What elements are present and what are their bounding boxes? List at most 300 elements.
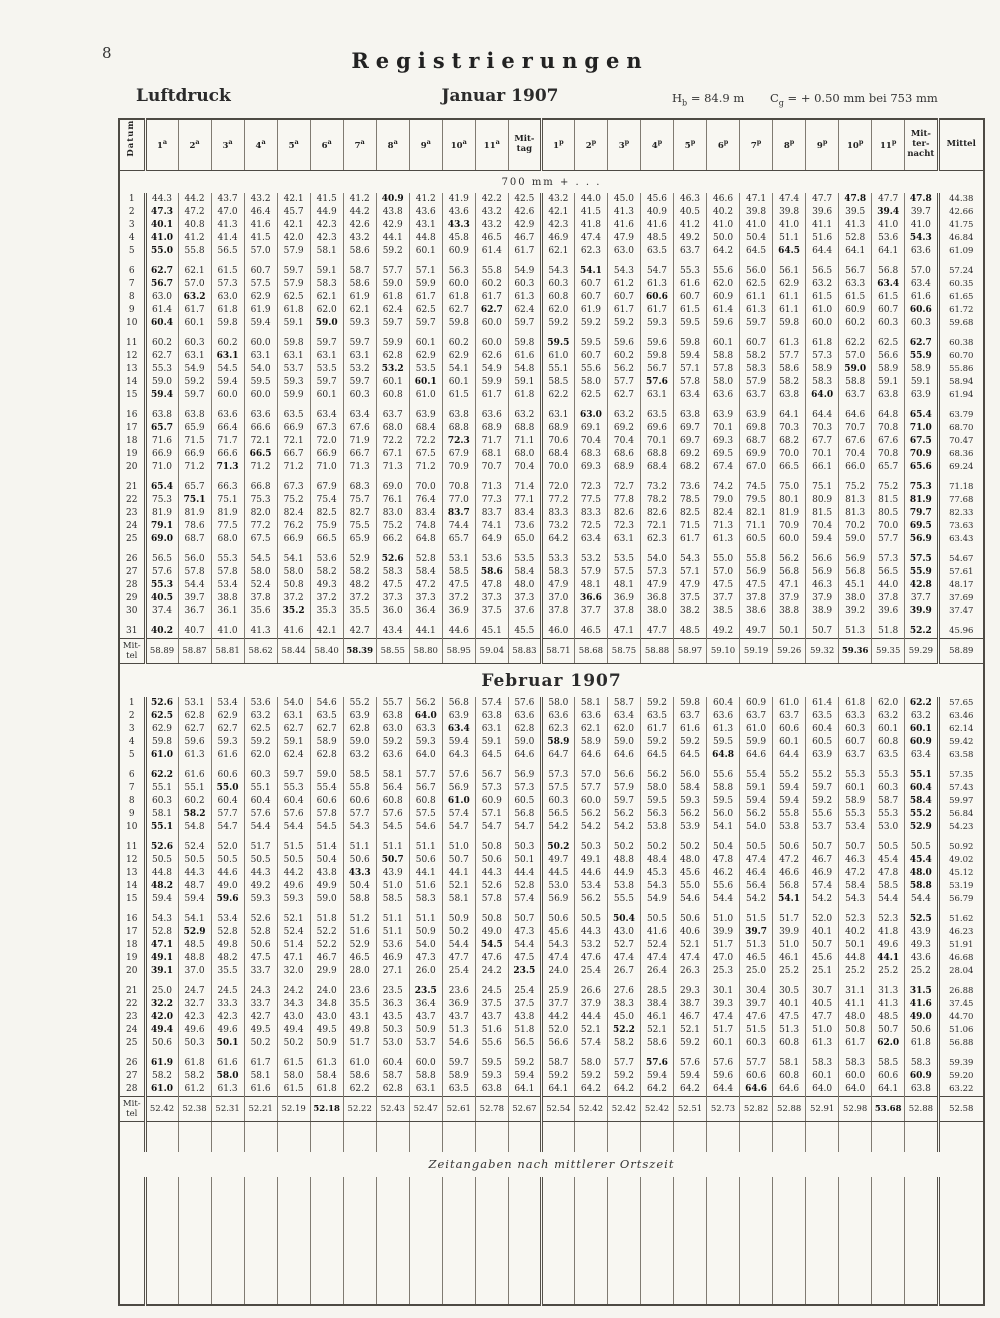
day-mittel-cell: 63.58: [938, 749, 984, 769]
pressure-value: 51.3: [740, 939, 773, 952]
pressure-value: 71.7: [475, 435, 508, 448]
pressure-value: 51.6: [409, 880, 442, 893]
pressure-value: 53.4: [211, 697, 244, 710]
pressure-value: 53.2: [574, 939, 607, 952]
pressure-value: 60.7: [574, 291, 607, 304]
pressure-value: 57.1: [409, 265, 442, 278]
pressure-value: 56.2: [674, 808, 707, 821]
pressure-value: 60.6: [740, 1070, 773, 1083]
pressure-value: 63.1: [178, 350, 211, 363]
pressure-value: 56.7: [145, 278, 178, 291]
pressure-value: 53.4: [839, 821, 872, 841]
pressure-value: 32.2: [145, 998, 178, 1011]
day-mittel-cell: 58.94: [938, 376, 984, 389]
pressure-value: 53.5: [607, 553, 640, 566]
pressure-value: 57.0: [574, 769, 607, 782]
pressure-value: 64.6: [839, 409, 872, 422]
pressure-value: 60.2: [178, 795, 211, 808]
pressure-value: 62.2: [343, 1083, 376, 1097]
pressure-value: 58.1: [376, 769, 409, 782]
pressure-value: 64.5: [674, 749, 707, 769]
pressure-value: 64.6: [740, 749, 773, 769]
pressure-value: 58.80: [409, 639, 442, 664]
pressure-value: 42.7: [244, 1011, 277, 1024]
day-cell: 1: [119, 697, 145, 710]
pressure-value: 39.9: [773, 926, 806, 939]
pressure-value: 47.2: [773, 854, 806, 867]
pressure-value: 60.8: [773, 1070, 806, 1083]
table-row: [119, 893, 984, 913]
pressure-value: 54.4: [872, 893, 905, 913]
pressure-value: 68.0: [211, 533, 244, 553]
pressure-value: 60.8: [376, 389, 409, 409]
table-row: [119, 232, 984, 245]
pressure-value: 41.0: [872, 219, 905, 232]
pressure-value: 47.3: [145, 206, 178, 219]
pressure-value: 56.0: [740, 265, 773, 278]
pressure-value: 57.8: [707, 363, 740, 376]
pressure-value: 55.0: [145, 245, 178, 265]
pressure-value: 66.0: [839, 461, 872, 481]
pressure-value: 52.82: [740, 1097, 773, 1122]
pressure-value: 42.9: [508, 219, 541, 232]
pressure-value: 62.4: [376, 304, 409, 317]
pressure-value: 64.0: [409, 749, 442, 769]
pressure-value: 61.9: [145, 1057, 178, 1070]
pressure-value: 49.6: [872, 939, 905, 952]
pressure-value: 43.5: [376, 1011, 409, 1024]
pressure-value: 50.3: [508, 841, 541, 854]
pressure-value: 59.6: [211, 893, 244, 913]
pressure-value: 37.9: [574, 998, 607, 1011]
pressure-value: 54.3: [674, 553, 707, 566]
day-cell: 4: [119, 736, 145, 749]
pressure-value: 58.83: [508, 639, 541, 664]
pressure-value: 43.2: [244, 193, 277, 206]
pressure-value: 58.5: [343, 769, 376, 782]
pressure-value: 50.4: [740, 232, 773, 245]
pressure-value: 55.2: [905, 808, 938, 821]
pressure-value: 75.3: [145, 494, 178, 507]
pressure-value: 59.1: [872, 376, 905, 389]
pressure-value: 55.6: [806, 808, 839, 821]
pressure-value: 55.3: [145, 363, 178, 376]
pressure-value: 76.2: [277, 520, 310, 533]
pressure-value: 56.4: [740, 880, 773, 893]
pressure-value: 63.5: [872, 749, 905, 769]
pressure-value: 58.6: [640, 1037, 673, 1057]
pressure-value: 54.0: [277, 697, 310, 710]
day-mittel-cell: 37.45: [938, 998, 984, 1011]
pressure-value: 63.9: [442, 710, 475, 723]
pressure-value: 24.7: [178, 985, 211, 998]
pressure-value: 61.8: [211, 304, 244, 317]
pressure-value: 62.3: [541, 723, 574, 736]
pressure-value: 50.7: [806, 939, 839, 952]
pressure-value: 28.5: [640, 985, 673, 998]
pressure-value: 83.0: [376, 507, 409, 520]
pressure-value: 56.8: [773, 880, 806, 893]
pressure-value: 57.3: [475, 782, 508, 795]
pressure-value: 26.4: [640, 965, 673, 985]
pressure-value: 61.6: [211, 1057, 244, 1070]
pressure-value: 54.0: [244, 363, 277, 376]
pressure-value: 41.2: [343, 193, 376, 206]
pressure-value: 55.2: [343, 697, 376, 710]
pressure-value: 60.1: [409, 376, 442, 389]
pressure-value: 63.6: [707, 710, 740, 723]
pressure-value: 58.95: [442, 639, 475, 664]
pressure-value: 49.3: [905, 939, 938, 952]
pressure-value: 61.5: [442, 389, 475, 409]
table-row: [119, 939, 984, 952]
pressure-value: 50.5: [277, 854, 310, 867]
pressure-value: 46.5: [574, 625, 607, 639]
pressure-value: 36.8: [640, 592, 673, 605]
pressure-value: 63.8: [773, 389, 806, 409]
pressure-value: 60.4: [376, 1057, 409, 1070]
pressure-value: 69.7: [674, 422, 707, 435]
pressure-value: 50.7: [872, 1024, 905, 1037]
day-cell: 15: [119, 389, 145, 409]
pressure-value: 51.3: [839, 625, 872, 639]
pressure-value: 43.9: [376, 867, 409, 880]
pressure-value: 57.8: [475, 893, 508, 913]
pressure-value: 68.6: [607, 448, 640, 461]
pressure-value: 57.5: [244, 278, 277, 291]
pressure-value: 68.8: [640, 448, 673, 461]
pressure-value: 60.1: [310, 389, 343, 409]
pressure-value: 61.2: [178, 1083, 211, 1097]
pressure-value: 36.9: [607, 592, 640, 605]
pressure-value: 59.9: [277, 389, 310, 409]
pressure-value: 44.6: [211, 867, 244, 880]
pressure-value: 46.3: [806, 579, 839, 592]
pressure-value: 49.6: [277, 880, 310, 893]
pressure-value: 50.6: [145, 1037, 178, 1057]
pressure-value: 48.5: [640, 232, 673, 245]
pressure-value: 32.7: [178, 998, 211, 1011]
day-mittel-cell: 49.02: [938, 854, 984, 867]
pressure-value: 50.7: [806, 625, 839, 639]
pressure-value: 42.1: [541, 206, 574, 219]
pressure-value: 48.1: [607, 579, 640, 592]
pressure-value: 65.7: [872, 461, 905, 481]
pressure-value: 50.3: [376, 1024, 409, 1037]
pressure-value: 68.4: [409, 422, 442, 435]
pressure-value: 42.3: [541, 219, 574, 232]
table-row: [119, 782, 984, 795]
pressure-value: 54.4: [905, 893, 938, 913]
pressure-value: 40.1: [145, 219, 178, 232]
pressure-value: 55.4: [310, 782, 343, 795]
pressure-value: 59.4: [178, 893, 211, 913]
pressure-value: 71.5: [178, 435, 211, 448]
pressure-value: 54.1: [178, 913, 211, 926]
pressure-value: 55.0: [707, 553, 740, 566]
pressure-value: 40.9: [376, 193, 409, 206]
day-mittel-cell: 54.23: [938, 821, 984, 841]
pressure-value: 48.2: [343, 579, 376, 592]
page-number: 8: [102, 44, 112, 62]
pressure-value: 64.6: [740, 1083, 773, 1097]
pressure-value: 64.6: [607, 749, 640, 769]
day-cell: 31: [119, 625, 145, 639]
pressure-value: 37.6: [508, 605, 541, 625]
pressure-value: 45.6: [541, 926, 574, 939]
pressure-value: 61.3: [806, 1037, 839, 1057]
pressure-value: 54.2: [541, 821, 574, 841]
pressure-value: 71.4: [508, 481, 541, 494]
pressure-value: 39.2: [839, 605, 872, 625]
pressure-value: 50.3: [574, 841, 607, 854]
pressure-value: 50.6: [409, 854, 442, 867]
pressure-value: 61.7: [475, 291, 508, 304]
table-row: [119, 854, 984, 867]
pressure-value: 56.3: [442, 265, 475, 278]
pressure-value: 57.6: [640, 1057, 673, 1070]
pressure-value: 59.8: [277, 337, 310, 350]
day-cell: 16: [119, 409, 145, 422]
pressure-value: 60.1: [773, 736, 806, 749]
pressure-value: 59.5: [674, 317, 707, 337]
pressure-value: 58.0: [541, 697, 574, 710]
pressure-value: 57.1: [475, 808, 508, 821]
pressure-value: 82.6: [640, 507, 673, 520]
pressure-value: 82.6: [607, 507, 640, 520]
pressure-value: 43.3: [442, 219, 475, 232]
pressure-value: 82.5: [674, 507, 707, 520]
pressure-value: 59.7: [310, 337, 343, 350]
pressure-value: 62.5: [872, 337, 905, 350]
pressure-value: 60.4: [145, 317, 178, 337]
pressure-value: 47.9: [541, 579, 574, 592]
pressure-value: 75.5: [343, 520, 376, 533]
pressure-value: 46.5: [475, 232, 508, 245]
pressure-value: 24.2: [277, 985, 310, 998]
pressure-value: 39.8: [740, 206, 773, 219]
pressure-value: 54.6: [409, 821, 442, 841]
pressure-value: 56.2: [574, 893, 607, 913]
day-cell: 7: [119, 782, 145, 795]
day-cell: 8: [119, 795, 145, 808]
pressure-value: 60.3: [839, 723, 872, 736]
pressure-value: 77.3: [475, 494, 508, 507]
pressure-value: 59.7: [277, 265, 310, 278]
pressure-value: 71.0: [310, 461, 343, 481]
pressure-value: 62.0: [707, 278, 740, 291]
pressure-value: 50.5: [244, 854, 277, 867]
pressure-value: 59.7: [343, 337, 376, 350]
pressure-value: 52.8: [508, 880, 541, 893]
pressure-value: 59.29: [905, 639, 938, 664]
pressure-value: 61.6: [244, 1083, 277, 1097]
pressure-value: 46.3: [839, 854, 872, 867]
pressure-value: 60.9: [740, 697, 773, 710]
pressure-value: 77.2: [244, 520, 277, 533]
pressure-value: 48.1: [574, 579, 607, 592]
pressure-value: 37.2: [310, 592, 343, 605]
pressure-value: 49.0: [211, 880, 244, 893]
pressure-value: 58.1: [442, 893, 475, 913]
pressure-value: 76.1: [376, 494, 409, 507]
pressure-value: 59.7: [376, 317, 409, 337]
pressure-value: 69.3: [707, 435, 740, 448]
pressure-value: 63.6: [707, 389, 740, 409]
pressure-value: 39.8: [773, 206, 806, 219]
pressure-value: 47.4: [541, 952, 574, 965]
pressure-value: 40.8: [178, 219, 211, 232]
pressure-value: 57.9: [607, 782, 640, 795]
table-row: [119, 566, 984, 579]
day-mittel-cell: 61.09: [938, 245, 984, 265]
hour-header: 8$^p$: [773, 119, 806, 171]
pressure-value: 41.6: [277, 625, 310, 639]
pressure-value: 49.0: [905, 1011, 938, 1024]
pressure-value: 63.8: [442, 409, 475, 422]
pressure-value: 69.0: [376, 481, 409, 494]
pressure-value: 56.0: [674, 769, 707, 782]
pressure-value: 58.9: [872, 363, 905, 376]
pressure-value: 52.78: [475, 1097, 508, 1122]
pressure-value: 63.6: [244, 409, 277, 422]
pressure-value: 60.9: [475, 795, 508, 808]
pressure-value: 24.0: [541, 965, 574, 985]
pressure-value: 52.6: [145, 841, 178, 854]
pressure-value: 54.7: [508, 821, 541, 841]
pressure-value: 49.0: [475, 926, 508, 939]
pressure-value: 57.6: [508, 697, 541, 710]
pressure-value: 60.3: [541, 795, 574, 808]
pressure-value: 52.98: [839, 1097, 872, 1122]
pressure-value: 58.40: [310, 639, 343, 664]
pressure-value: 47.8: [707, 854, 740, 867]
pressure-value: 67.5: [244, 533, 277, 553]
pressure-value: 30.1: [707, 985, 740, 998]
pressure-value: 43.1: [343, 1011, 376, 1024]
pressure-value: 61.8: [178, 1057, 211, 1070]
pressure-value: 61.9: [244, 304, 277, 317]
pressure-value: 45.1: [839, 579, 872, 592]
day-cell: 5: [119, 749, 145, 769]
pressure-value: 67.7: [806, 435, 839, 448]
pressure-value: 41.3: [607, 206, 640, 219]
mittel-header: Mittel: [938, 119, 984, 171]
month-mittel-cell: 52.58: [938, 1097, 984, 1122]
mittel-summary-row: [119, 1097, 984, 1122]
pressure-value: 63.1: [244, 350, 277, 363]
pressure-value: 60.0: [442, 278, 475, 291]
pressure-value: 51.5: [740, 913, 773, 926]
pressure-value: 54.2: [574, 821, 607, 841]
pressure-value: 59.2: [674, 736, 707, 749]
pressure-value: 46.7: [674, 1011, 707, 1024]
pressure-value: 58.5: [872, 1057, 905, 1070]
pressure-value: 38.9: [806, 605, 839, 625]
pressure-value: 43.8: [508, 1011, 541, 1024]
pressure-value: 60.2: [475, 278, 508, 291]
pressure-value: 60.9: [905, 736, 938, 749]
pressure-value: 71.2: [178, 461, 211, 481]
pressure-value: 62.7: [211, 723, 244, 736]
pressure-value: 75.3: [244, 494, 277, 507]
day-mittel-cell: 57.43: [938, 782, 984, 795]
table-row: [119, 219, 984, 232]
pressure-value: 53.6: [872, 232, 905, 245]
pressure-value: 81.5: [872, 494, 905, 507]
pressure-value: 53.6: [376, 939, 409, 952]
pressure-value: 64.4: [773, 749, 806, 769]
pressure-value: 59.0: [310, 769, 343, 782]
pressure-value: 44.2: [541, 1011, 574, 1024]
pressure-value: 60.3: [541, 278, 574, 291]
pressure-value: 24.5: [211, 985, 244, 998]
pressure-value: 57.9: [574, 566, 607, 579]
pressure-value: 47.6: [574, 952, 607, 965]
pressure-value: 58.62: [244, 639, 277, 664]
pressure-value: 62.5: [740, 278, 773, 291]
pressure-value: 62.8: [310, 749, 343, 769]
pressure-value: 57.3: [806, 350, 839, 363]
pressure-value: 47.2: [409, 579, 442, 592]
pressure-value: 64.6: [574, 749, 607, 769]
pressure-value: 77.0: [442, 494, 475, 507]
pressure-value: 59.3: [343, 317, 376, 337]
pressure-value: 63.0: [376, 723, 409, 736]
pressure-value: 67.1: [376, 448, 409, 461]
pressure-value: 60.8: [376, 795, 409, 808]
pressure-value: 36.7: [178, 605, 211, 625]
pressure-value: 59.8: [674, 697, 707, 710]
pressure-value: 48.7: [178, 880, 211, 893]
pressure-value: 36.3: [376, 998, 409, 1011]
pressure-value: 61.2: [607, 278, 640, 291]
pressure-value: 66.4: [211, 422, 244, 435]
pressure-value: 66.9: [277, 533, 310, 553]
station-info: [672, 91, 960, 107]
pressure-value: 23.5: [409, 985, 442, 998]
pressure-value: 56.8: [442, 697, 475, 710]
pressure-value: 57.6: [640, 376, 673, 389]
pressure-value: 37.7: [574, 605, 607, 625]
pressure-value: 51.1: [376, 913, 409, 926]
pressure-value: 57.7: [409, 769, 442, 782]
pressure-value: 54.3: [145, 913, 178, 926]
pressure-value: 57.7: [574, 782, 607, 795]
pressure-value: 54.1: [707, 821, 740, 841]
pressure-value: 54.4: [277, 821, 310, 841]
pressure-value: 47.8: [905, 193, 938, 206]
pressure-value: 57.7: [773, 350, 806, 363]
pressure-value: 58.3: [310, 278, 343, 291]
pressure-value: 81.9: [211, 507, 244, 520]
pressure-value: 54.1: [574, 265, 607, 278]
pressure-value: 54.4: [244, 821, 277, 841]
pressure-value: 54.6: [674, 893, 707, 913]
pressure-value: 43.0: [607, 926, 640, 939]
pressure-value: 62.2: [541, 389, 574, 409]
pressure-value: 50.8: [839, 1024, 872, 1037]
pressure-value: 63.4: [872, 278, 905, 291]
pressure-value: 58.5: [541, 376, 574, 389]
pressure-value: 47.5: [707, 579, 740, 592]
day-cell: 27: [119, 1070, 145, 1083]
table-row: [119, 337, 984, 350]
pressure-value: 62.7: [277, 723, 310, 736]
pressure-value: 62.7: [310, 723, 343, 736]
pressure-value: 57.7: [343, 808, 376, 821]
pressure-value: 57.6: [674, 1057, 707, 1070]
